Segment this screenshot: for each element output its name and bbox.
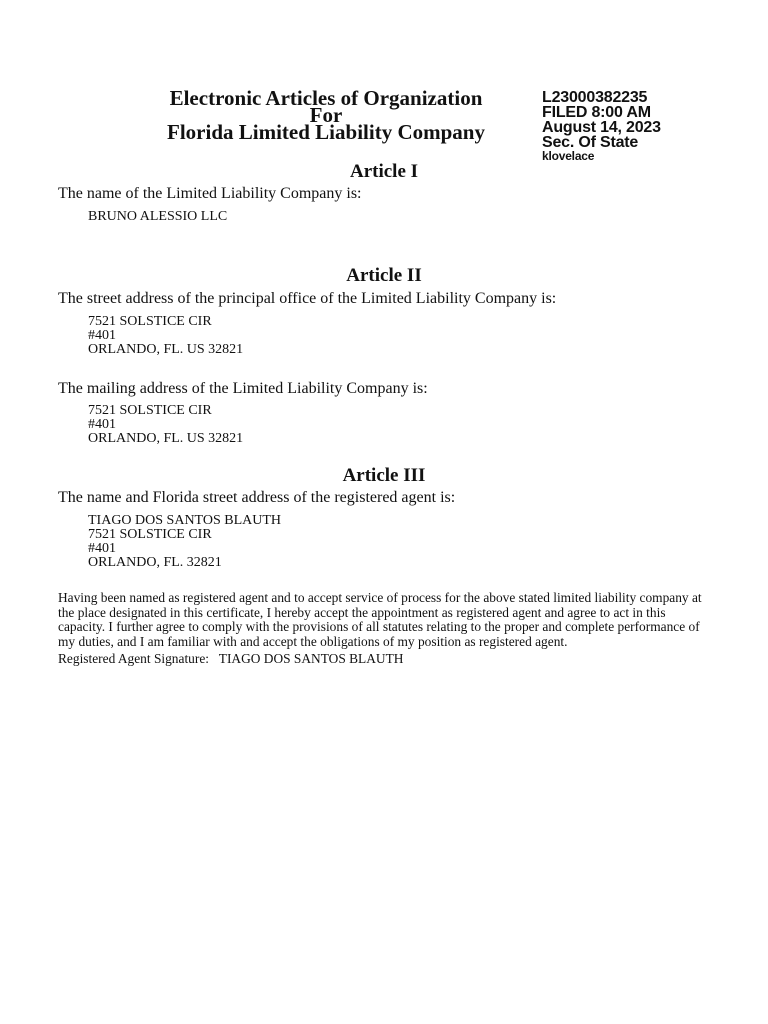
article-2-heading: Article II [346,265,422,286]
principal-address [88,315,243,357]
mailing-address [88,404,243,446]
title-line-2: For [309,103,343,127]
article-3-heading: Article III [342,465,426,486]
agent-signature-line [58,652,708,667]
mailing-address-line-1: 7521 SOLSTICE CIR [88,403,212,418]
registered-agent-statement: The name and Florida street address of the registered agent is: [58,489,456,506]
stamp-filed-time: FILED 8:00 AM [542,104,651,121]
signature-value: TIAGO DOS SANTOS BLAUTH [218,651,404,667]
agent-name: TIAGO DOS SANTOS BLAUTH [88,513,282,528]
principal-address-line-2: #401 [88,328,116,343]
agent-address-line-1: 7521 SOLSTICE CIR [88,527,212,542]
agent-address-line-3: ORLANDO, FL. 32821 [88,555,222,570]
stamp-office: Sec. Of State [542,134,639,151]
title-line-3: Florida Limited Liability Company [167,120,485,144]
mailing-address-line-3: ORLANDO, FL. US 32821 [88,431,244,446]
article-1-heading: Article I [349,161,419,182]
principal-address-line-1: 7521 SOLSTICE CIR [88,314,212,329]
agent-address-line-2: #401 [88,541,116,556]
filing-stamp [542,90,661,163]
agent-acceptance [58,591,708,667]
title-line-1: Electronic Articles of Organization [169,86,483,110]
principal-address-line-3: ORLANDO, FL. US 32821 [88,342,244,357]
stamp-date: August 14, 2023 [542,119,661,136]
signature-label: Registered Agent Signature: [58,651,209,667]
registered-agent-block [88,514,281,570]
company-name: BRUNO ALESSIO LLC [88,209,228,224]
acceptance-paragraph: Having been named as registered agent and to accept service of process for the above stated limited liability company at the place designated in this certificate, I hereby accept the appointment as registered agent and agree to act in this capacity. I further agree to comply with the provisions of all statutes relating to the proper and complete performance of my duties, and I am familiar with and accept the obligations of my position as registered agent. [58,590,702,649]
stamp-document-number: L23000382235 [542,89,648,106]
document-title [150,86,502,144]
principal-office-statement: The street address of the principal office of the Limited Liability Company is: [58,290,557,307]
article-1-statement: The name of the Limited Liability Company is: [58,185,362,202]
stamp-clerk: klovelace [542,149,595,163]
mailing-address-statement: The mailing address of the Limited Liability Company is: [58,380,428,397]
mailing-address-line-2: #401 [88,417,116,432]
